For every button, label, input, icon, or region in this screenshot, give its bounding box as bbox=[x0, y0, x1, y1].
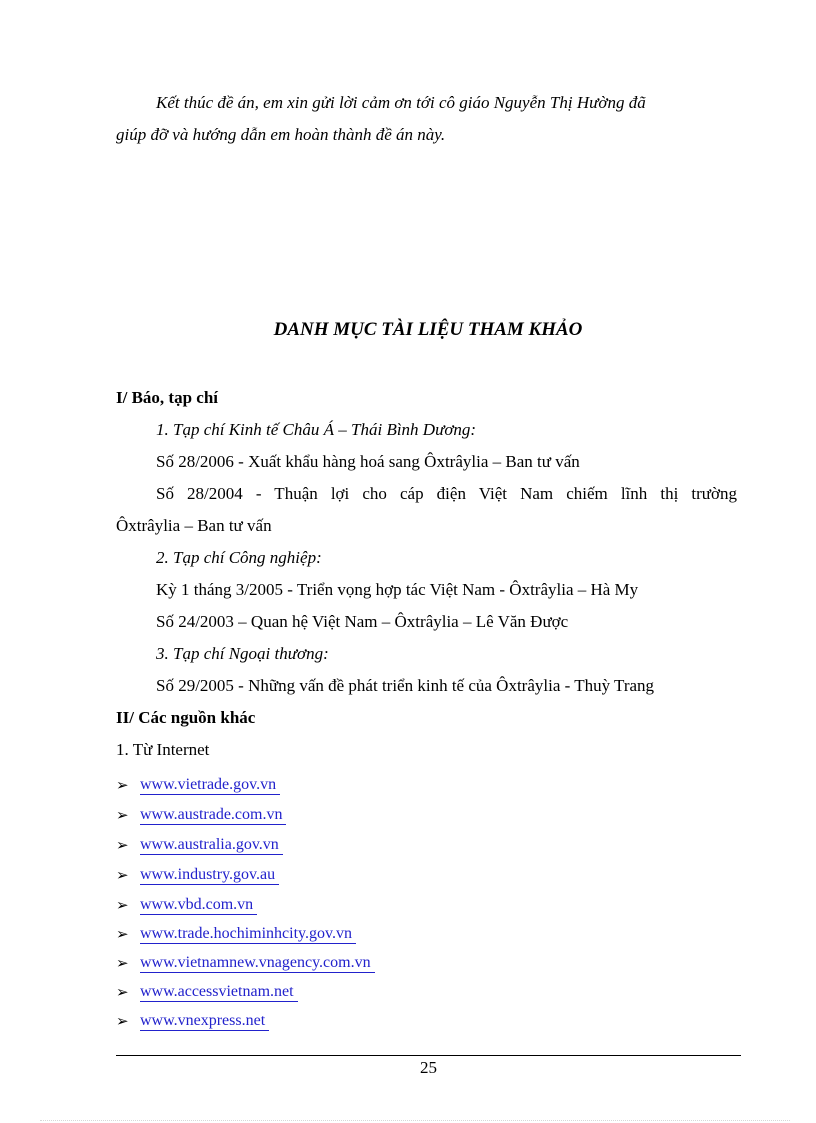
arrow-bullet-icon: ➢ bbox=[116, 925, 129, 943]
closing-line-2: giúp đỡ và hướng dẫn em hoàn thành đề án này. bbox=[116, 125, 446, 144]
arrow-bullet-icon: ➢ bbox=[116, 776, 129, 794]
reference-link[interactable]: www.vietnamnew.vnagency.com.vn bbox=[140, 954, 375, 973]
section-1-heading: I/ Báo, tạp chí bbox=[116, 388, 219, 407]
link-list-item bbox=[116, 1010, 269, 1032]
magazine-1-title: 1. Tạp chí Kinh tế Châu Á – Thái Bình Dương: bbox=[156, 420, 477, 439]
arrow-bullet-icon: ➢ bbox=[116, 806, 129, 824]
reference-link[interactable]: www.austrade.com.vn bbox=[140, 806, 286, 825]
reference-link[interactable]: www.vietrade.gov.vn bbox=[140, 776, 280, 795]
link-list-item bbox=[116, 774, 280, 796]
link-list-item bbox=[116, 981, 298, 1003]
internet-subheading: 1. Từ Internet bbox=[116, 740, 210, 759]
reference-entry: Số 28/2006 - Xuất khẩu hàng hoá sang Ôxtrâylia – Ban tư vấn bbox=[156, 452, 580, 471]
link-list-item bbox=[116, 923, 356, 945]
arrow-bullet-icon: ➢ bbox=[116, 954, 129, 972]
link-list-item bbox=[116, 864, 279, 886]
link-list-item bbox=[116, 952, 375, 974]
reference-link[interactable]: www.industry.gov.au bbox=[140, 866, 279, 885]
reference-entry: Kỳ 1 tháng 3/2005 - Triển vọng hợp tác Việt Nam - Ôxtrâylia – Hà My bbox=[156, 580, 639, 599]
magazine-2-title: 2. Tạp chí Công nghiệp: bbox=[156, 548, 322, 567]
closing-line-1: Kết thúc đề án, em xin gửi lời cảm ơn tới cô giáo Nguyễn Thị Hường đã bbox=[156, 93, 646, 112]
arrow-bullet-icon: ➢ bbox=[116, 983, 129, 1001]
magazine-3-title: 3. Tạp chí Ngoại thương: bbox=[156, 644, 329, 663]
reference-entry-continuation: Ôxtrâylia – Ban tư vấn bbox=[116, 516, 272, 535]
arrow-bullet-icon: ➢ bbox=[116, 896, 129, 914]
reference-link[interactable]: www.accessvietnam.net bbox=[140, 983, 298, 1002]
page-number: 25 bbox=[420, 1058, 437, 1077]
reference-entry: Số 28/2004 - Thuận lợi cho cáp điện Việt Nam chiếm lĩnh thị trường bbox=[156, 484, 737, 503]
footer-divider bbox=[116, 1055, 741, 1056]
arrow-bullet-icon: ➢ bbox=[116, 836, 129, 854]
reference-link[interactable]: www.vbd.com.vn bbox=[140, 896, 257, 915]
link-list-item bbox=[116, 834, 283, 856]
reference-link[interactable]: www.australia.gov.vn bbox=[140, 836, 283, 855]
link-list-item bbox=[116, 894, 257, 916]
reference-link[interactable]: www.vnexpress.net bbox=[140, 1012, 269, 1031]
reference-entry: Số 29/2005 - Những vấn đề phát triển kinh tế của Ôxtrâylia - Thuỳ Trang bbox=[156, 676, 655, 695]
arrow-bullet-icon: ➢ bbox=[116, 866, 129, 884]
reference-entry: Số 24/2003 – Quan hệ Việt Nam – Ôxtrâylia – Lê Văn Được bbox=[156, 612, 569, 631]
arrow-bullet-icon: ➢ bbox=[116, 1012, 129, 1030]
page-title: DANH MỤC TÀI LIỆU THAM KHẢO bbox=[273, 319, 583, 340]
page-bottom-border bbox=[40, 1120, 790, 1121]
reference-link[interactable]: www.trade.hochiminhcity.gov.vn bbox=[140, 925, 356, 944]
section-2-heading: II/ Các nguồn khác bbox=[116, 708, 256, 727]
link-list-item bbox=[116, 804, 286, 826]
